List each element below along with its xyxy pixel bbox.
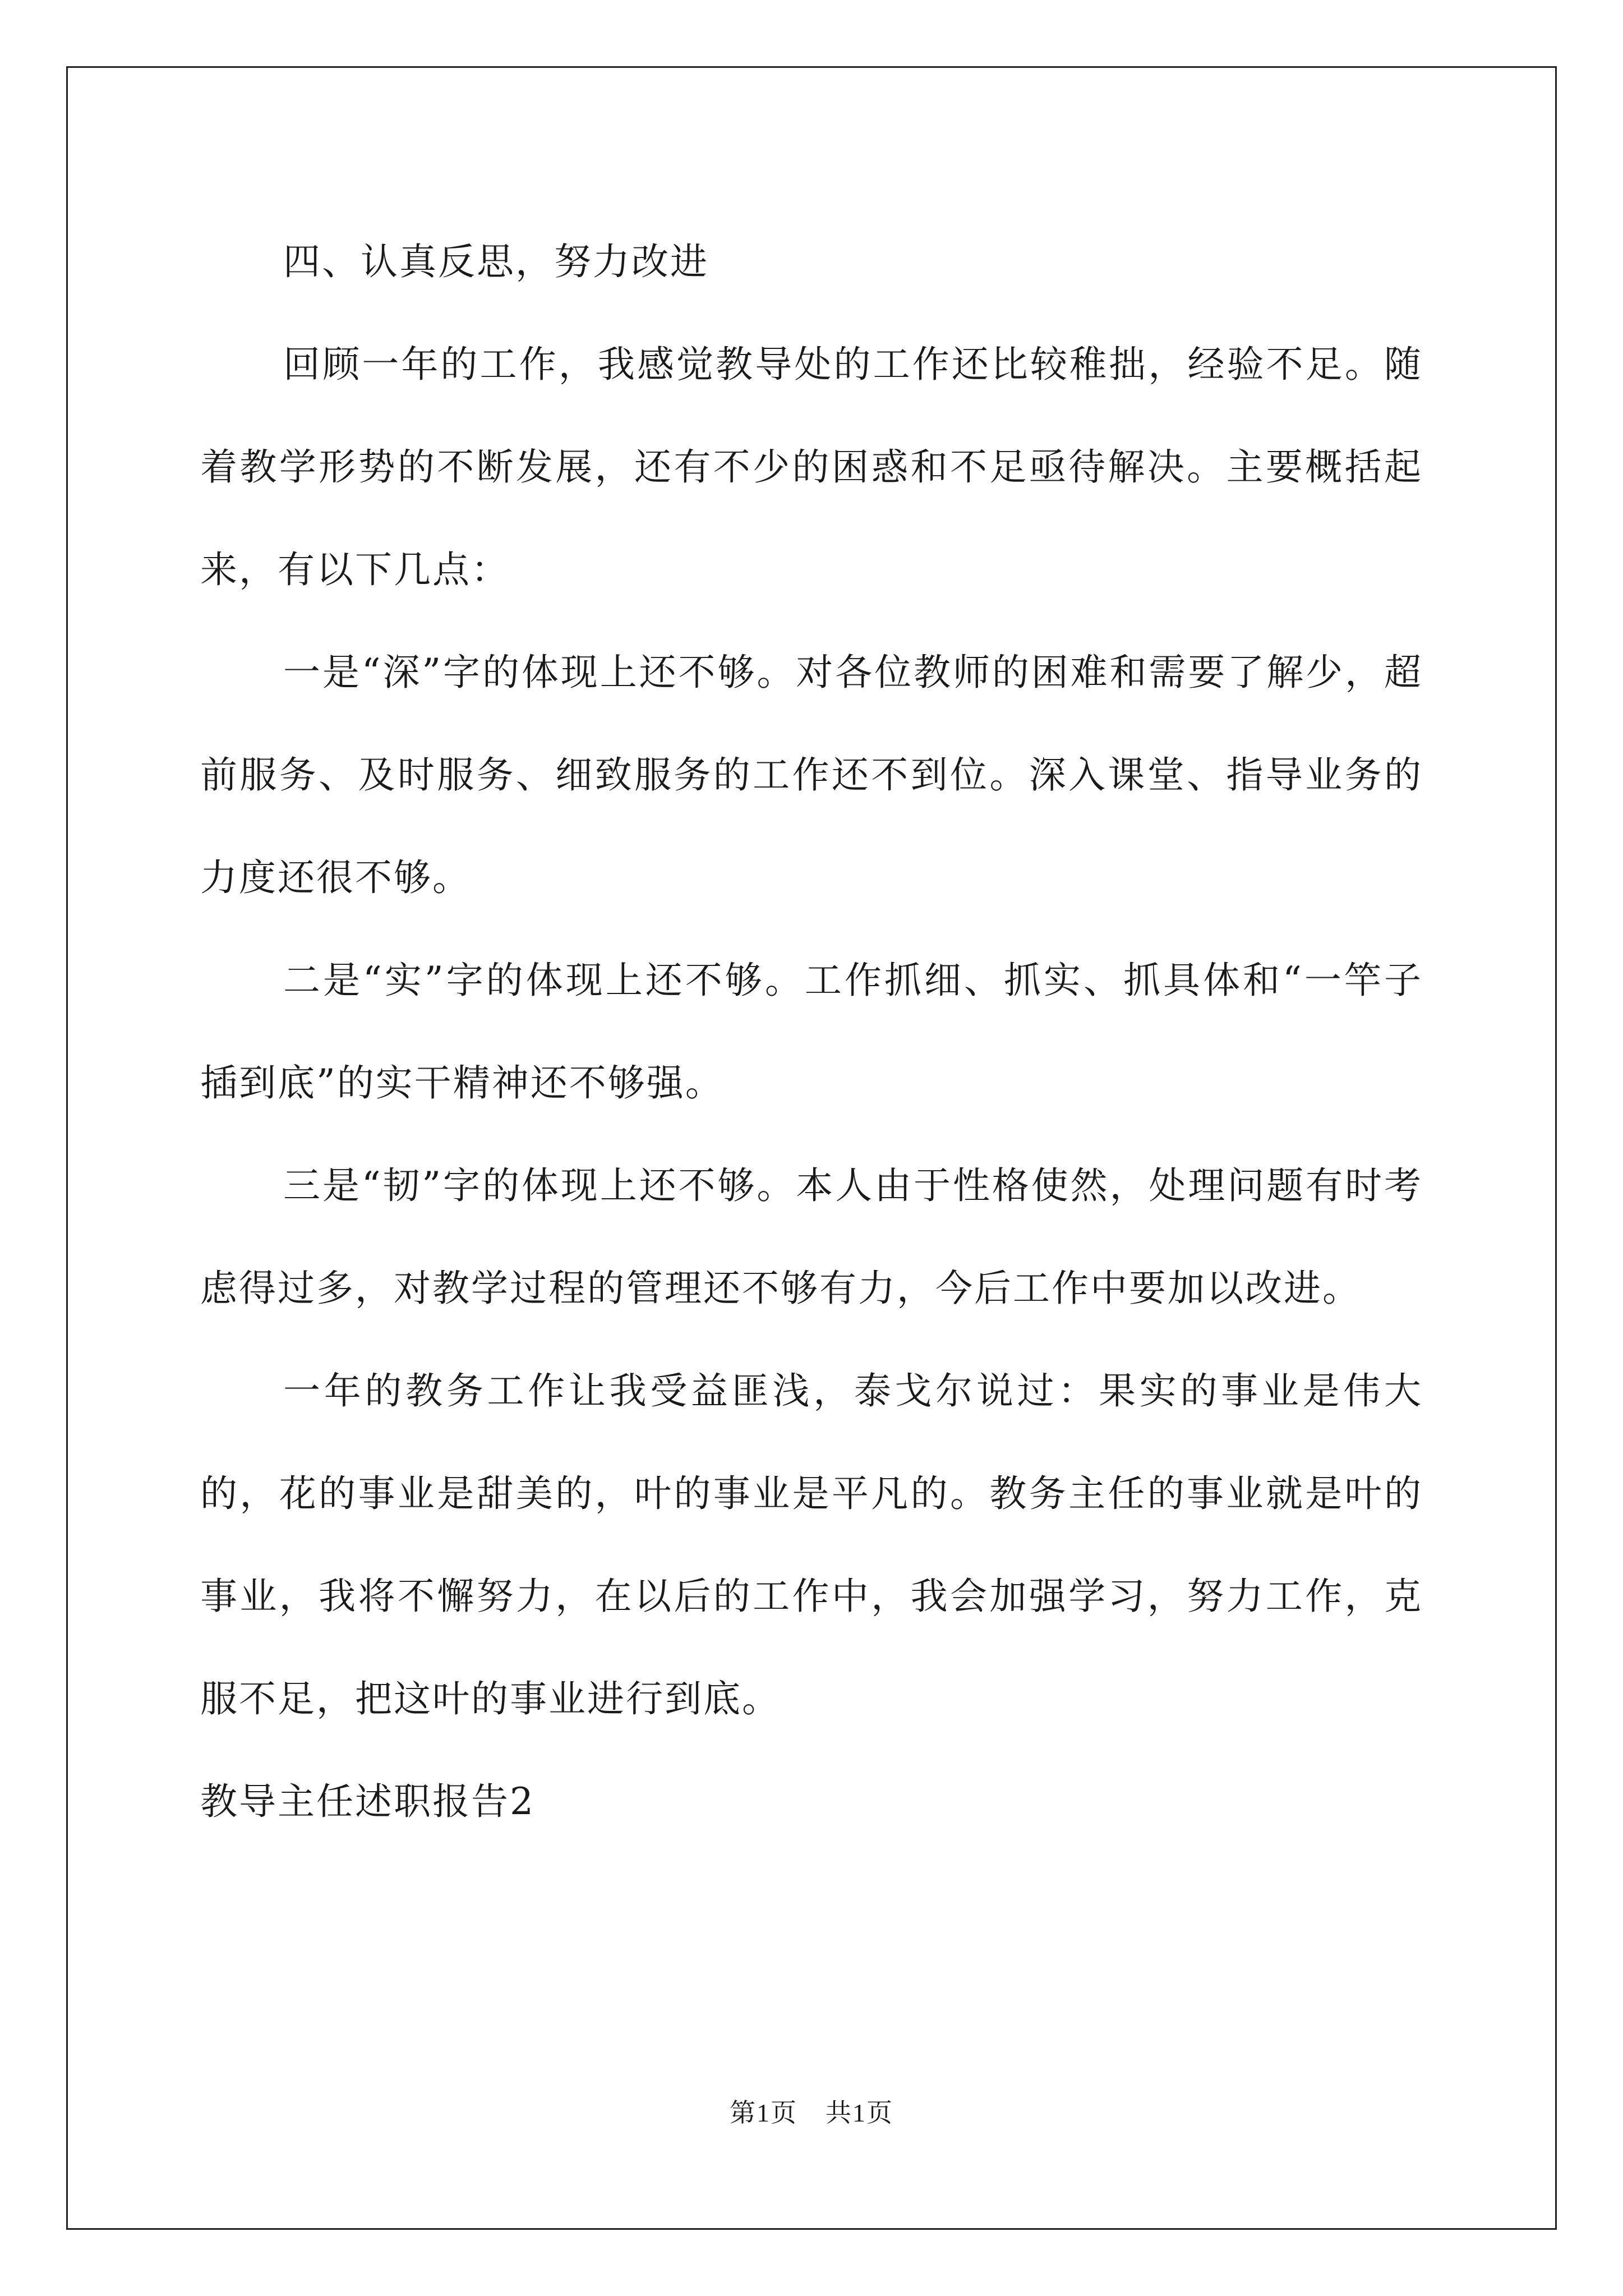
paragraph: 回顾一年的工作，我感觉教导处的工作还比较稚拙，经验不足。随着教学形势的不断发展，还有不少的困惑和不足亟待解决。主要概括起来，有以下几点： <box>200 343 1423 591</box>
paragraph: 二是“实”字的体现上还不够。工作抓细、抓实、抓具体和“一竿子插到底”的实干精神还不够强。 <box>200 959 1423 1105</box>
paragraph: 三是“韧”字的体现上还不够。本人由于性格使然，处理问题有时考虑得过多，对教学过程的管理还不够有力，今后工作中要加以改进。 <box>200 1164 1423 1310</box>
paragraph: 一是“深”字的体现上还不够。对各位教师的困难和需要了解少，超前服务、及时服务、细致服务的工作还不到位。深入课堂、指导业务的力度还很不够。 <box>200 651 1423 899</box>
document-body <box>200 210 1423 1853</box>
paragraph: 一年的教务工作让我受益匪浅，泰戈尔说过：果实的事业是伟大的，花的事业是甜美的，叶的事业是平凡的。教务主任的事业就是叶的事业，我将不懈努力，在以后的工作中，我会加强学习，努力工作，克服不足，把这叶的事业进行到底。 <box>200 1369 1423 1720</box>
page-number: 第1页 <box>730 2099 797 2127</box>
section-heading: 四、认真反思，努力改进 <box>283 240 709 283</box>
report-title: 教导主任述职报告2 <box>200 1780 535 1823</box>
page-total: 共1页 <box>826 2099 893 2127</box>
page-footer <box>0 2092 1623 2129</box>
